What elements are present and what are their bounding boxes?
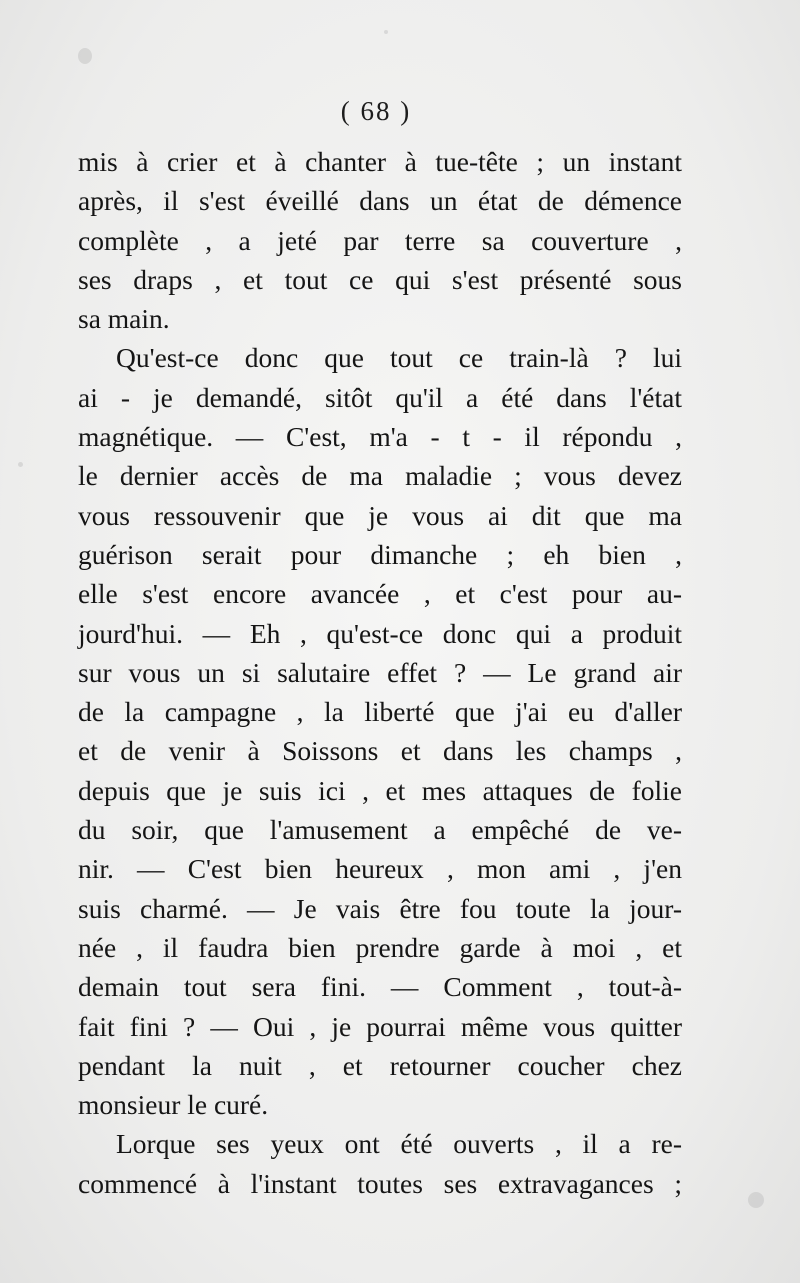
body-text <box>78 142 682 1203</box>
text-line: guérison serait pour dimanche ; eh bien , <box>78 538 682 570</box>
text-line: elle s'est encore avancée , et c'est pour au- <box>78 578 682 610</box>
text-line: Lorque ses yeux ont été ouverts , il a re- <box>116 1128 682 1160</box>
text-line: née , il faudra bien prendre garde à moi , et <box>78 931 682 963</box>
text-line: jourd'hui. — Eh , qu'est-ce donc qui a produit <box>78 617 682 649</box>
text-line: sa main. <box>78 303 170 335</box>
paper-speck <box>78 48 92 64</box>
text-line: Qu'est-ce donc que tout ce train-là ? lui <box>116 342 682 374</box>
text-line: sur vous un si salutaire effet ? — Le grand air <box>78 656 682 688</box>
paper-speck <box>18 462 23 467</box>
text-line: fait fini ? — Oui , je pourrai même vous quitter <box>78 1010 682 1042</box>
text-line: nir. — C'est bien heureux , mon ami , j'en <box>78 853 682 885</box>
paper-speck <box>384 30 388 34</box>
text-line: monsieur le curé. <box>78 1089 269 1121</box>
text-line: complète , a jeté par terre sa couverture , <box>78 224 682 256</box>
text-line: demain tout sera fini. — Comment , tout-à- <box>78 971 682 1003</box>
text-line: le dernier accès de ma maladie ; vous devez <box>78 460 682 492</box>
page-number: ( 68 ) <box>340 96 412 126</box>
text-line: commencé à l'instant toutes ses extravagances ; <box>78 1167 682 1199</box>
text-line: mis à crier et à chanter à tue-tête ; un instant <box>78 146 682 177</box>
text-line: du soir, que l'amusement a empêché de ve- <box>78 814 682 846</box>
text-line: pendant la nuit , et retourner coucher chez <box>78 1049 682 1081</box>
text-line: ai - je demandé, sitôt qu'il a été dans l'état <box>78 381 682 413</box>
text-line: magnétique. — C'est, m'a - t - il répondu , <box>78 421 682 453</box>
text-line: de la campagne , la liberté que j'ai eu d'aller <box>78 696 682 728</box>
paper-speck <box>748 1192 764 1208</box>
text-line: vous ressouvenir que je vous ai dit que ma <box>78 499 682 531</box>
text-line: ses draps , et tout ce qui s'est présenté sous <box>78 263 682 295</box>
text-line: et de venir à Soissons et dans les champs , <box>78 735 682 767</box>
text-line: suis charmé. — Je vais être fou toute la jour- <box>78 892 682 924</box>
text-line: depuis que je suis ici , et mes attaques de folie <box>78 774 682 806</box>
text-line: après, il s'est éveillé dans un état de démence <box>78 185 682 217</box>
